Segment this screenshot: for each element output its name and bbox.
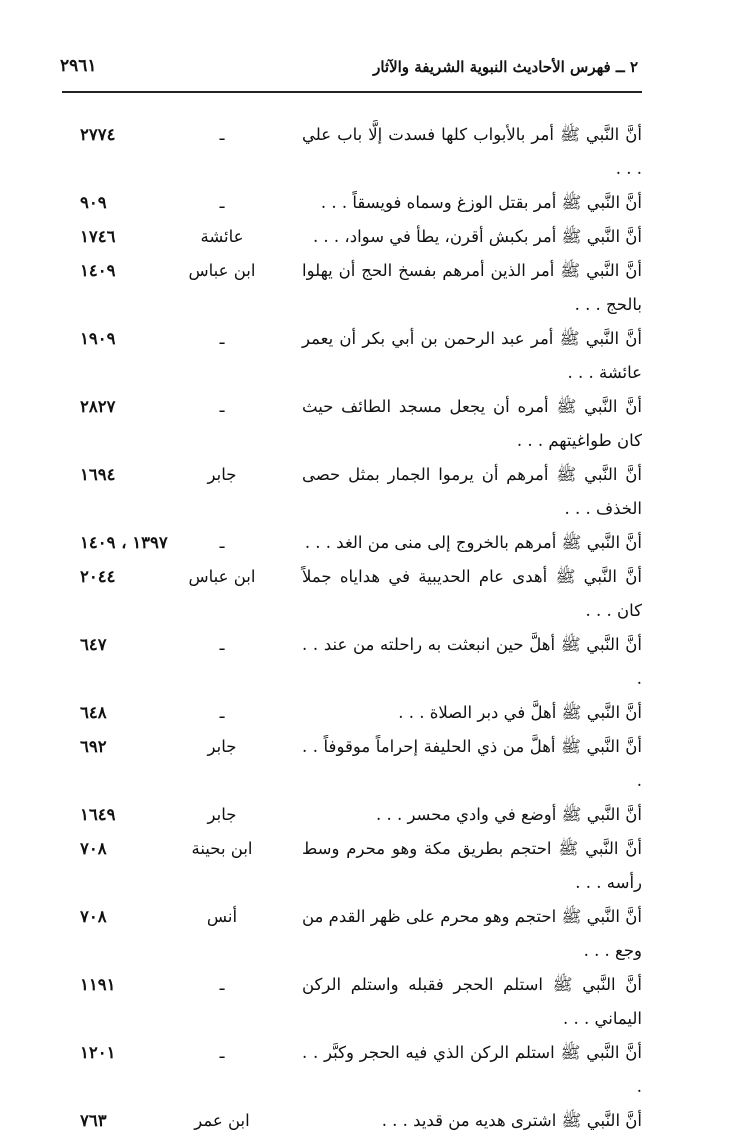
hadith-number: ٦٤٧ (80, 635, 107, 654)
hadith-number: ٧٠٨ (80, 839, 107, 858)
hadith-number: ٦٩٢ (80, 737, 107, 756)
hadith-text: أنَّ النَّبي ﷺ أمر بالأبواب كلها فسدت إلَّا باب علي . . . (302, 125, 642, 178)
hadith-text: أنَّ النَّبي ﷺ استلم الحجر فقبله واستلم الركن اليماني . . . (302, 975, 642, 1028)
hadith-number: ٩٠٩ (80, 193, 107, 212)
index-entry (62, 628, 642, 696)
narrator: ـ (219, 1043, 225, 1062)
index-entry (62, 220, 642, 254)
hadith-text: أنَّ النَّبي ﷺ أمر بكبش أقرن، يطأ في سواد، . . . (312, 227, 642, 246)
hadith-text: أنَّ النَّبي ﷺ أمر الذين أمرهم بفسخ الحج أن يهلوا بالحج . . . (302, 261, 642, 314)
index-entry (62, 900, 642, 968)
narrator: ـ (219, 533, 225, 552)
narrator: ـ (219, 397, 225, 416)
hadith-number: ١٧٤٦ (80, 227, 116, 246)
index-entry (62, 1036, 642, 1104)
hadith-number: ٢٠٤٤ (80, 567, 116, 586)
index-entry (62, 798, 642, 832)
narrator: ابن بحينة (191, 839, 253, 858)
index-entry (62, 1104, 642, 1138)
index-entry (62, 118, 642, 186)
hadith-number: ١٩٠٩ (80, 329, 116, 348)
hadith-text: أنَّ النَّبي ﷺ أمر بقتل الوزغ وسماه فويسقاً . . . (320, 193, 642, 212)
narrator: جابر (207, 805, 237, 824)
hadith-text: أنَّ النَّبي ﷺ أوضع في وادي محسر . . . (375, 805, 642, 824)
hadith-number: ١٣٩٧ ، ١٤٠٩ (80, 533, 168, 552)
hadith-text: أنَّ النَّبي ﷺ اشترى هديه من قديد . . . (381, 1111, 642, 1130)
index-entry (62, 322, 642, 390)
hadith-number: ١٤٠٩ (80, 261, 116, 280)
hadith-number: ٧٦٣ (80, 1111, 107, 1130)
hadith-text: أنَّ النَّبي ﷺ أمرهم أن يرموا الجمار بمثل حصى الخذف . . . (302, 465, 642, 518)
page-number: ٢٩٦١ (60, 56, 97, 76)
narrator: أنس (206, 907, 238, 926)
index-entry (62, 526, 642, 560)
hadith-text: أنَّ النَّبي ﷺ استلم الركن الذي فيه الحجر وكبَّر . . . (302, 1043, 642, 1096)
hadith-number: ١٦٩٤ (80, 465, 116, 484)
hadith-text: أنَّ النَّبي ﷺ أمرهم بالخروج إلى منى من الغد . . . (304, 533, 642, 552)
hadith-text: أنَّ النَّبي ﷺ احتجم وهو محرم على ظهر القدم من وجع . . . (302, 907, 642, 960)
hadith-number: ٧٠٨ (80, 907, 107, 926)
hadith-number: ٢٧٧٤ (80, 125, 116, 144)
narrator: ابن عباس (188, 567, 256, 586)
index-entry (62, 968, 642, 1036)
index-entry (62, 458, 642, 526)
narrator: ـ (219, 193, 225, 212)
hadith-text: أنَّ النَّبي ﷺ أمره أن يجعل مسجد الطائف حيث كان طواغيتهم . . . (302, 397, 642, 450)
index-entry (62, 560, 642, 628)
narrator: ـ (219, 329, 225, 348)
hadith-text: أنَّ النَّبي ﷺ أهلَّ حين انبعثت به راحلته من عند . . . (302, 635, 642, 688)
narrator: ابن عمر (194, 1111, 250, 1130)
header-divider (62, 91, 642, 93)
hadith-text: أنَّ النَّبي ﷺ أمر عبد الرحمن بن أبي بكر أن يعمر عائشة . . . (302, 329, 642, 382)
index-entry (62, 696, 642, 730)
hadith-number: ٦٤٨ (80, 703, 107, 722)
narrator: جابر (207, 737, 237, 756)
narrator: عائشة (200, 227, 244, 246)
index-entry (62, 832, 642, 900)
narrator: ـ (219, 125, 225, 144)
hadith-number: ٢٨٢٧ (80, 397, 116, 416)
index-entry (62, 254, 642, 322)
narrator: ـ (219, 703, 225, 722)
index-entry (62, 186, 642, 220)
page-header (60, 52, 638, 80)
narrator: ـ (219, 975, 225, 994)
narrator: ابن عباس (188, 261, 256, 280)
hadith-number: ١٦٤٩ (80, 805, 116, 824)
index-entry (62, 390, 642, 458)
hadith-text: أنَّ النَّبي ﷺ أهدى عام الحديبية في هداياه جملاً كان . . . (302, 567, 642, 620)
hadith-text: أنَّ النَّبي ﷺ أهلَّ في دبر الصلاة . . . (398, 703, 642, 722)
hadith-number: ١١٩١ (80, 975, 116, 994)
index-entry (62, 730, 642, 798)
running-title: ٢ ــ فهرس الأحاديث النبوية الشريفة والآثار (373, 58, 638, 76)
narrator: جابر (207, 465, 237, 484)
hadith-number: ١٢٠١ (80, 1043, 116, 1062)
hadith-text: أنَّ النَّبي ﷺ أهلَّ من ذي الحليفة إحراماً موقوفاً . . . (302, 737, 642, 790)
hadith-index-list (62, 118, 642, 1138)
narrator: ـ (219, 635, 225, 654)
hadith-text: أنَّ النَّبي ﷺ احتجم بطريق مكة وهو محرم وسط رأسه . . . (302, 839, 642, 892)
